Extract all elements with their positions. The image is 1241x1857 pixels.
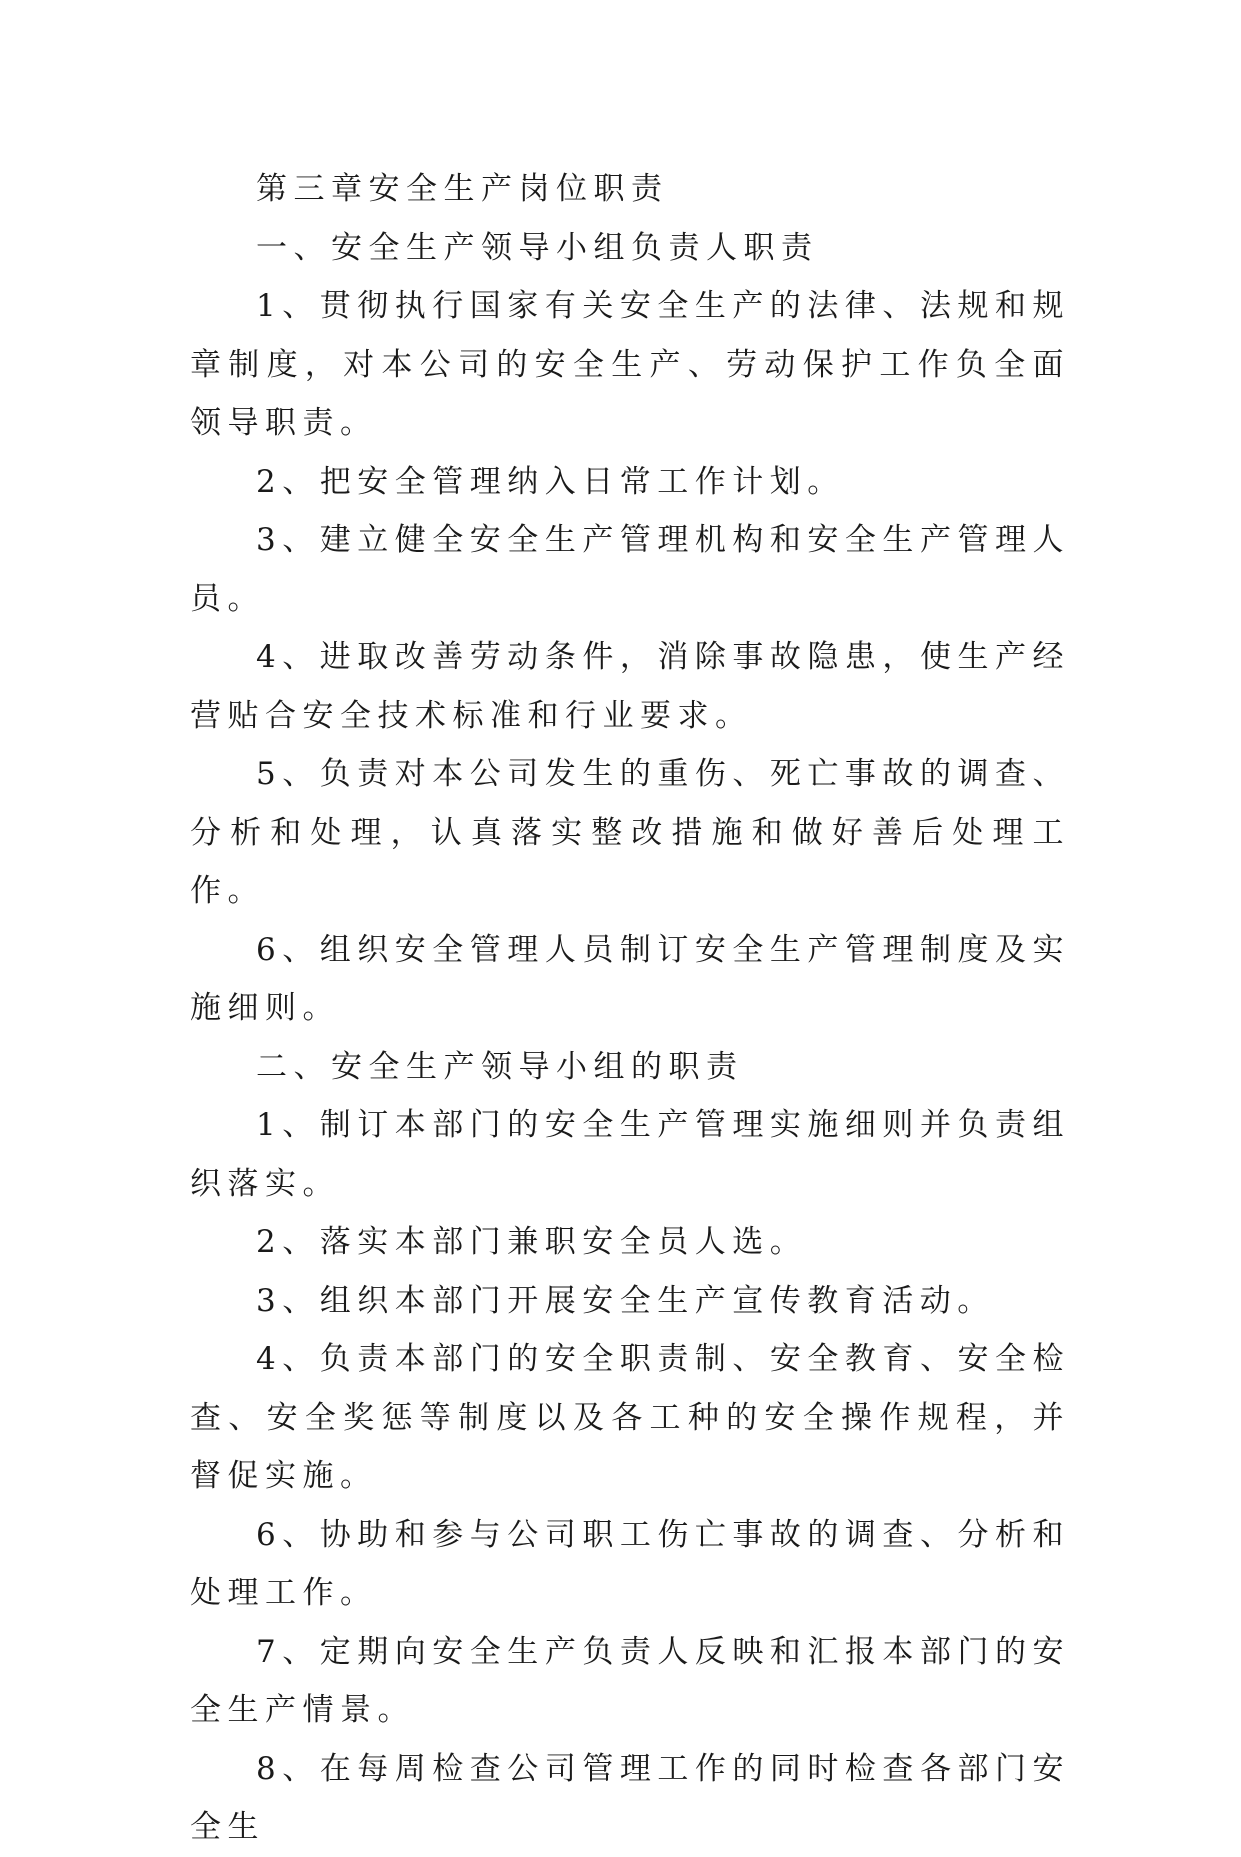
paragraph: 5、负责对本公司发生的重伤、死亡事故的调查、分析和处理，认真落实整改措施和做好善后处理工作。 [190, 756, 1070, 909]
chapter-title: 第三章安全生产岗位职责 [256, 171, 669, 207]
paragraph: 2、把安全管理纳入日常工作计划。 [256, 463, 845, 500]
paragraph: 4、负责本部门的安全职责制、安全教育、安全检查、安全奖惩等制度以及各工种的安全操作规程，并督促实施。 [190, 1341, 1070, 1494]
paragraph: 6、协助和参与公司职工伤亡事故的调查、分析和处理工作。 [190, 1516, 1070, 1611]
paragraph: 3、建立健全安全生产管理机构和安全生产管理人员。 [190, 522, 1070, 617]
paragraph: 6、组织安全管理人员制订安全生产管理制度及实施细则。 [190, 931, 1070, 1026]
section-heading: 一、安全生产领导小组负责人职责 [256, 229, 819, 266]
paragraph: 4、进取改善劳动条件，消除事故隐患，使生产经营贴合安全技术标准和行业要求。 [190, 639, 1070, 734]
paragraph: 8、在每周检查公司管理工作的同时检查各部门安全生 [190, 1750, 1070, 1845]
paragraph: 2、落实本部门兼职安全员人选。 [256, 1224, 808, 1260]
paragraph: 3、组织本部门开展安全生产宣传教育活动。 [256, 1282, 995, 1319]
paragraph: 7、定期向安全生产负责人反映和汇报本部门的安全生产情景。 [190, 1633, 1070, 1728]
paragraph: 1、制订本部门的安全生产管理实施细则并负责组织落实。 [190, 1107, 1070, 1202]
document-body [190, 160, 1070, 1857]
paragraph: 1、贯彻执行国家有关安全生产的法律、法规和规章制度，对本公司的安全生产、劳动保护工作负全面领导职责。 [190, 288, 1070, 441]
section-heading: 二、安全生产领导小组的职责 [256, 1048, 744, 1085]
